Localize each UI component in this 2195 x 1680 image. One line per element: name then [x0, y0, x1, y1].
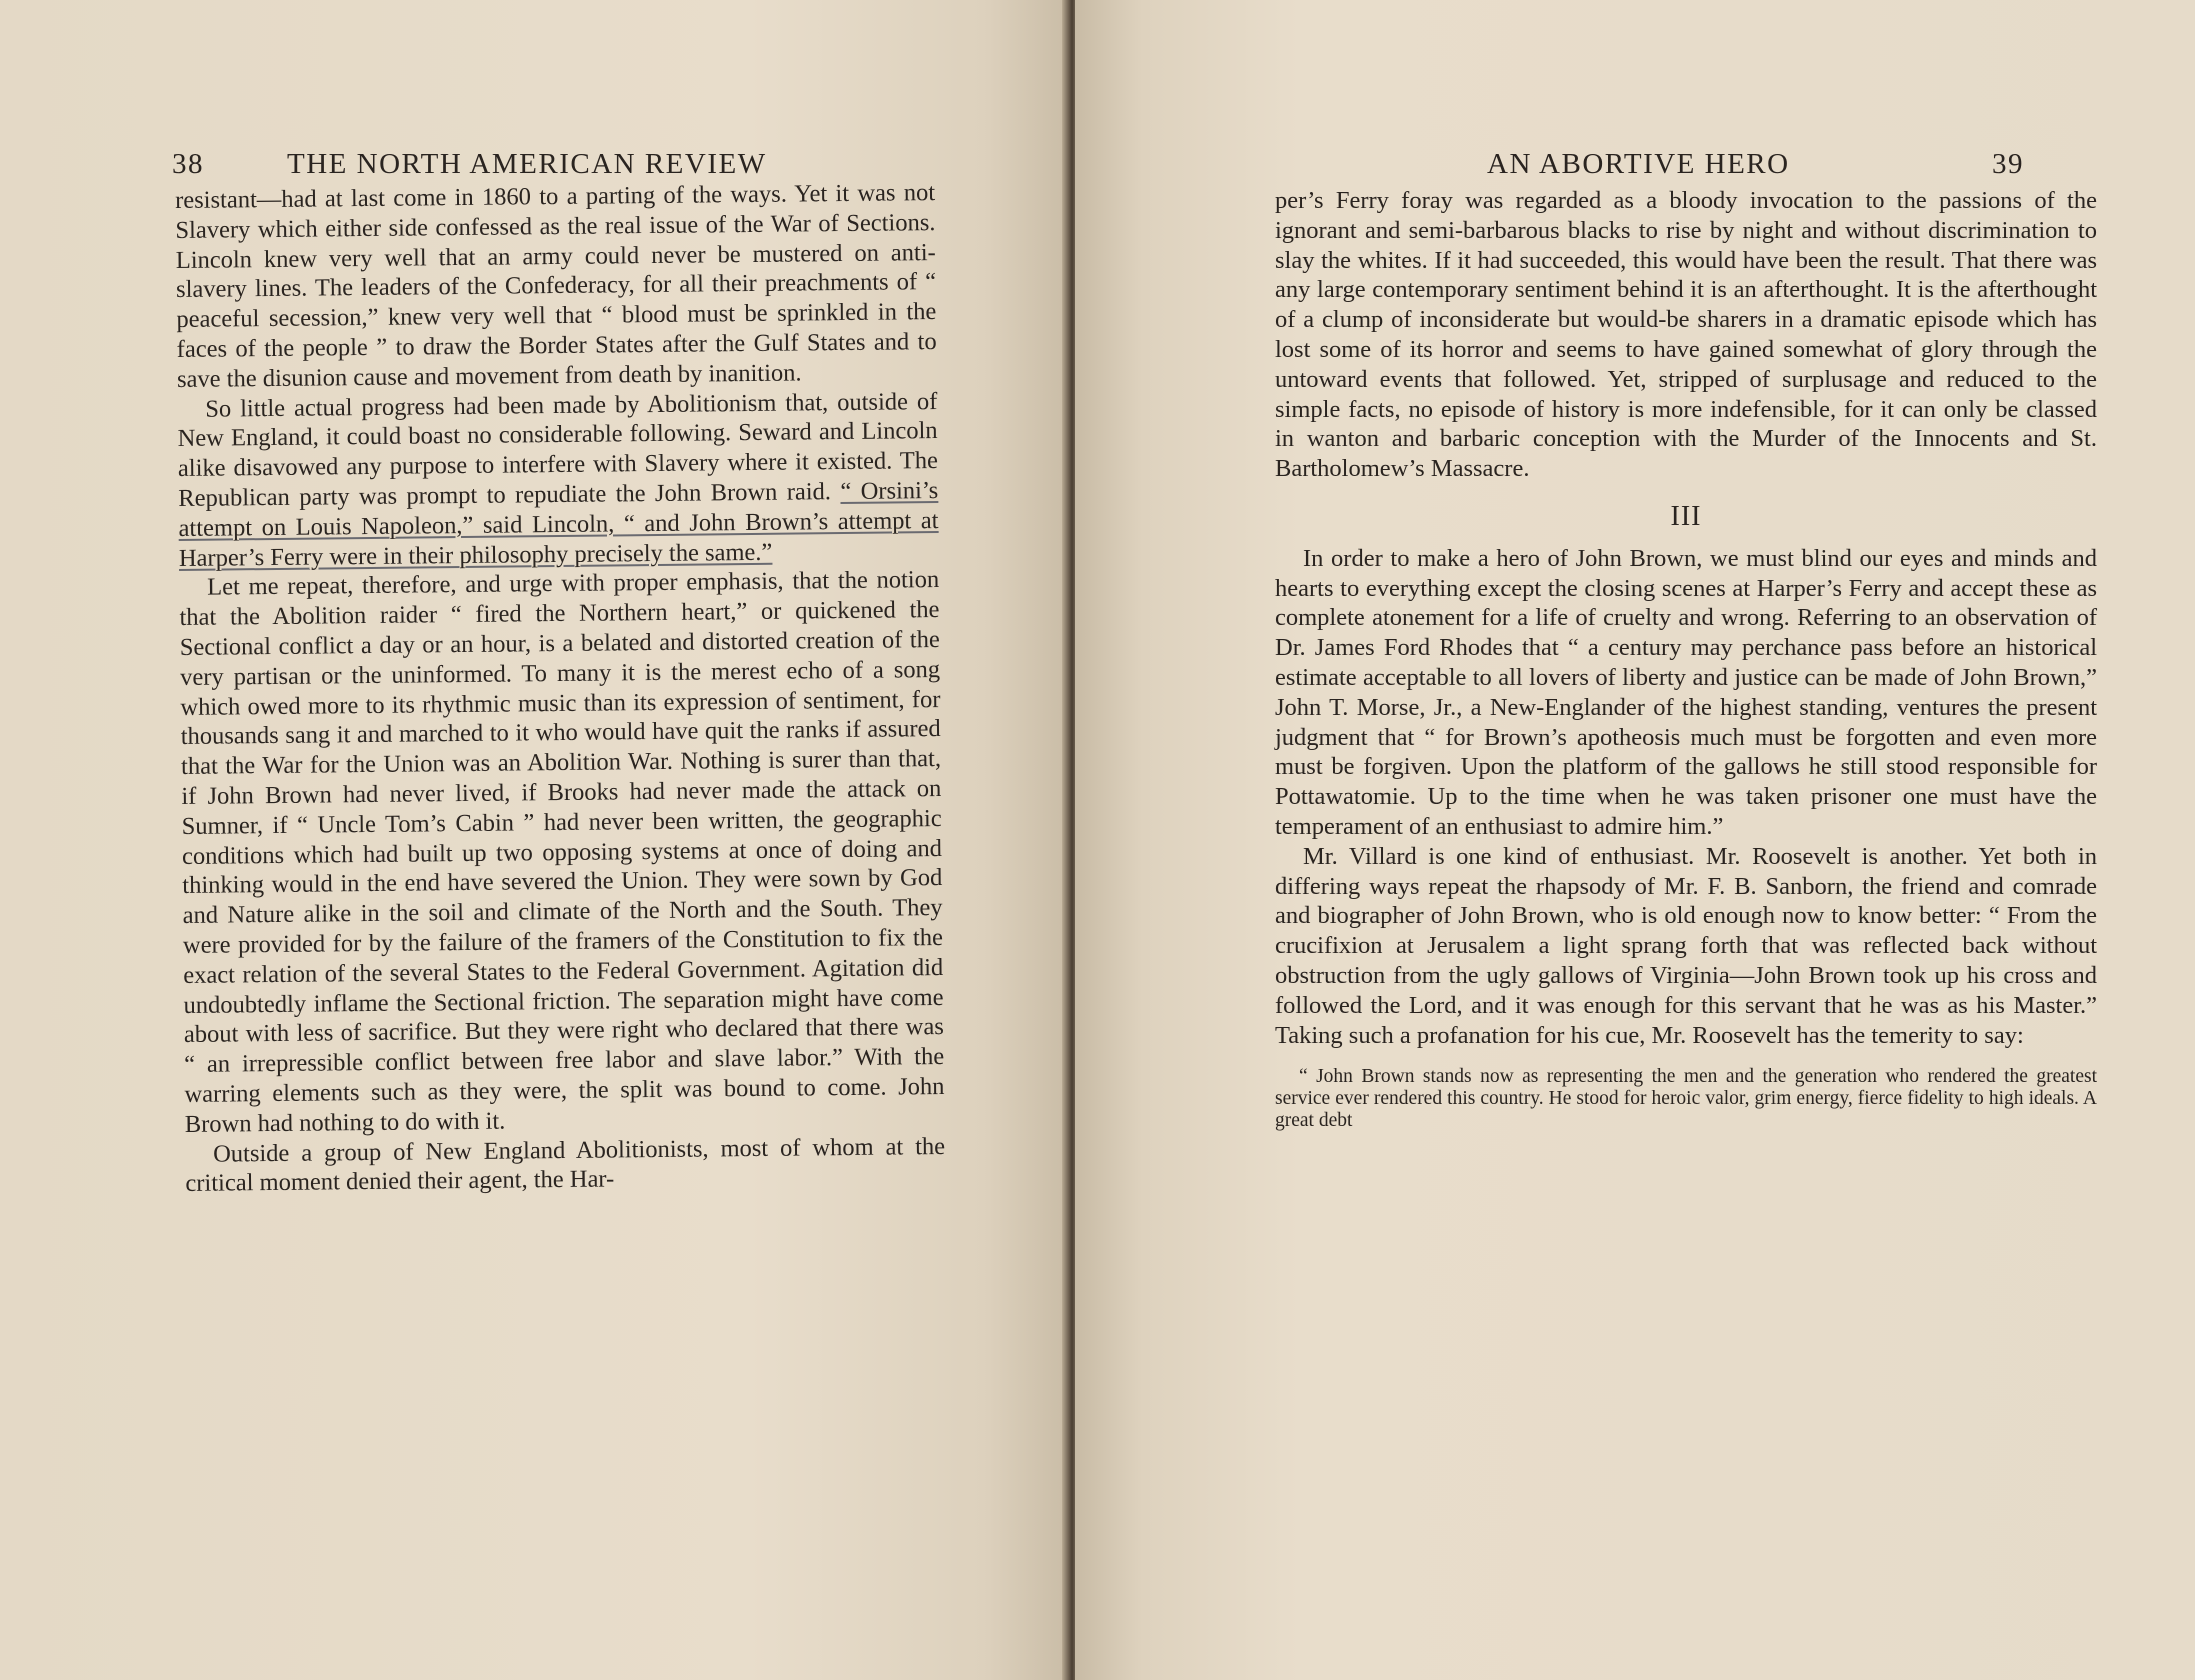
right-paragraph-3: Mr. Villard is one kind of enthusiast. Mr. Roosevelt is another. Yet both in differing ways repeat the rhapsody of Mr. F. B. Sanborn, the friend and comrade and biographer of John Brown, who is old enough now to know better: “ From the crucifixion at Jerusalem a light sprang forth that was reflected back without obstruction from the ugly gallows of Virginia—John Brown took up his cross and followed the Lord, and it was enough for this servant that he was as his Master.” Taking such a profanation for his cue, Mr. Roosevelt has the temerity to say:: [1275, 842, 2097, 1049]
left-paragraph-4: Outside a group of New England Abolitionists, most of whom at the critical moment denied their agent, the Har-: [185, 1132, 946, 1198]
left-page-number: 38: [172, 148, 204, 180]
right-page-number: 39: [1992, 148, 2024, 180]
section-number: III: [1670, 500, 1702, 532]
left-paragraph-2: [177, 387, 939, 574]
left-running-head: THE NORTH AMERICAN REVIEW: [287, 148, 767, 180]
left-paragraph-1: resistant—had at last come in 1860 to a parting of the ways. Yet it was not Slavery which either side confessed as the real issue of the War of Sections. Lincoln knew very well that an army could never be mustered on anti-slavery lines. The leaders of the Confederacy, for all their preachments of “ peaceful secession,” knew very well that “ blood must be sprinkled in the faces of the people ” to draw the Border States after the Gulf States and to save the disunion cause and movement from death by inanition.: [175, 179, 937, 393]
underlined-quote: “ Orsini’s attempt on Louis Napoleon,” said Lincoln, “ and John Brown’s attempt at Harper’s Ferry were in their philosophy precisely the same.”: [178, 476, 939, 572]
right-page: [1075, 0, 2195, 1680]
left-page-body: [175, 178, 946, 1199]
block-quote: [1275, 1066, 2097, 1132]
right-paragraph-1: per’s Ferry foray was regarded as a bloody invocation to the passions of the ignorant and semi-barbarous blacks to rise by night and without discrimination to slay the whites. If it had succeeded, this would have been the result. That there was any large contemporary sentiment behind it is an afterthought. It is the afterthought of a clump of inconsiderate but would-be sharers in a dramatic episode which has lost some of its horror and seems to have gained somewhat of glory through the untoward events that followed. Yet, stripped of surplusage and reduced to the simple facts, no episode of history is more indefensible, for it can only be classed in wanton and barbaric conception with the Murder of the Innocents and St. Bartholomew’s Massacre.: [1275, 187, 2097, 483]
left-paragraph-3: Let me repeat, therefore, and urge with proper emphasis, that the notion that the Abolition raider “ fired the Northern heart,” or quickened the Sectional conflict a day or an hour, is a belated and distorted creation of the very partisan or the uninformed. To many it is the merest echo of a song which owed more to its rhythmic music than its expression of sentiment, for thousands sang it and marched to it who would have quit the ranks if assured that the War for the Union was an Abolition War. Nothing is surer than that, if John Brown had never lived, if Brooks had never made the attack on Sumner, if “ Uncle Tom’s Cabin ” had never been written, the geographic conditions which had built up two opposing systems at once of doing and thinking would in the end have severed the Union. They were sown by God and Nature alike in the soil and climate of the North and the South. They were provided for by the failure of the framers of the Constitution to fix the exact relation of the several States to the Federal Government. Agitation did undoubtedly inflame the Sectional friction. The separation might have come about with less of sacrifice. But they were right who declared that there was “ an irrepressible conflict between free labor and slave labor.” With the warring elements such as they were, the split was bound to come. John Brown had nothing to do with it.: [179, 566, 945, 1138]
right-page-body: [1275, 186, 2097, 1132]
left-paragraph-2-text: So little actual progress had been made by Abolitionism that, outside of New England, it could boast no considerable following. Seward and Lincoln alike disavowed any purpose to interfere with Slavery where it existed. The Republican party was prompt to repudiate the John Brown raid.: [177, 387, 939, 512]
right-running-head: AN ABORTIVE HERO: [1487, 148, 1790, 180]
block-quote-text: “ John Brown stands now as representing the men and the generation who rendered the greatest service ever rendered this country. He stood for heroic valor, grim energy, fierce fidelity to high ideals. A great debt: [1275, 1066, 2097, 1132]
left-page: [0, 0, 1070, 1680]
right-paragraph-2: In order to make a hero of John Brown, we must blind our eyes and minds and hearts to everything except the closing scenes at Harper’s Ferry and accept these as complete atonement for a life of cruelty and wrong. Referring to an observation of Dr. James Ford Rhodes that “ a century may perchance pass before an historical estimate acceptable to all lovers of liberty and justice can be made of John Brown,” John T. Morse, Jr., a New-Englander of the highest standing, ventures the present judgment that “ for Brown’s apotheosis much must be forgotten and even more must be forgiven. Upon the platform of the gallows he still stood responsible for Pottawatomie. Up to the time when he was taken prisoner one must have the temperament of an enthusiast to admire him.”: [1275, 544, 2097, 840]
